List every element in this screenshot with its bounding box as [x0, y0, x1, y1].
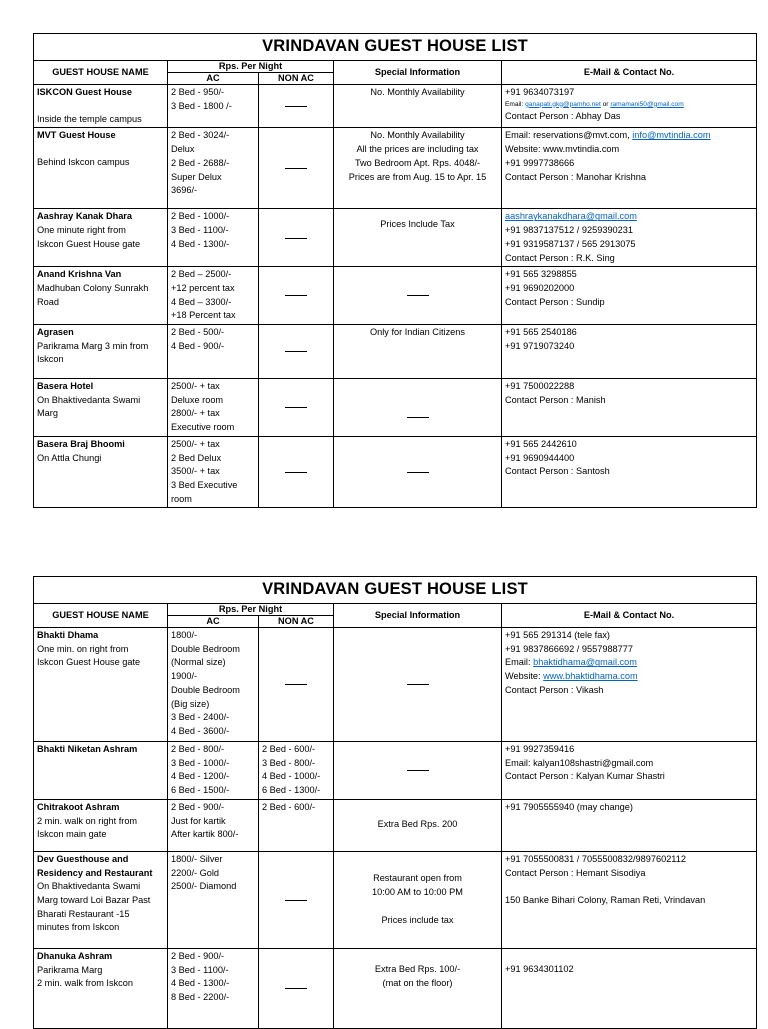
table-row: [34, 742, 757, 800]
no-value-dash: [407, 416, 429, 418]
contact-details: +91 565 291314 (tele fax) +91 9837866692 / 9557988777: [505, 630, 633, 654]
no-value-dash: [285, 294, 307, 296]
table-1: [33, 33, 757, 508]
email-label: Email:: [505, 100, 526, 108]
no-value-dash: [407, 294, 429, 296]
website-link[interactable]: www.bhaktidhama.com: [543, 671, 638, 682]
page-title: VRINDAVAN GUEST HOUSE LIST: [34, 34, 757, 61]
guest-house-name: Agrasen: [37, 327, 74, 338]
non-ac-rate: 2 Bed - 600/- 3 Bed - 800/- 4 Bed - 1000/- 6 Bed - 1300/-: [262, 744, 321, 796]
no-value-dash: [285, 987, 307, 989]
contact-details: +91 9837137512 / 9259390231 +91 9319587137 / 565 2913075 Contact Person : R.K. Sing: [505, 225, 636, 263]
guest-house-location: Inside the temple campus: [37, 113, 142, 124]
guest-house-name: Basera Hotel: [37, 381, 94, 392]
ac-rate: 2 Bed - 900/- 3 Bed - 1100/- 4 Bed - 1300/- 8 Bed - 2200/-: [171, 950, 230, 1002]
table-2: [33, 576, 757, 1029]
header-contact: E-Mail & Contact No.: [502, 61, 757, 85]
special-info: Restaurant open from 10:00 AM to 10:00 PM Prices include tax: [372, 873, 463, 925]
table-row: [34, 379, 757, 437]
contact-phone: +91 9634073197: [505, 87, 575, 97]
table-row: [34, 851, 757, 948]
ac-rate: 2 Bed - 1000/- 3 Bed - 1100/- 4 Bed - 1300/-: [171, 211, 230, 249]
no-value-dash: [285, 899, 307, 901]
email-link[interactable]: bhaktidhama@gmail.com: [533, 657, 637, 668]
ac-rate: 2500/- + tax 2 Bed Delux 3500/- + tax 3 Bed Executive room: [171, 438, 238, 504]
no-value-dash: [285, 683, 307, 685]
header-non-ac: NON AC: [259, 616, 334, 628]
email-link[interactable]: aashraykanakdhara@gmail.com: [505, 211, 637, 222]
header-ac: AC: [168, 73, 259, 85]
special-info: Prices Include Tax: [380, 219, 455, 230]
contact-details: +91 9634301102: [505, 963, 574, 974]
guest-house-location: Parikrama Marg 3 min from Iskcon: [37, 340, 149, 365]
no-value-dash: [407, 769, 429, 771]
no-value-dash: [285, 105, 307, 107]
page-title: VRINDAVAN GUEST HOUSE LIST: [34, 577, 757, 604]
table-row: [34, 628, 757, 742]
no-value-dash: [285, 471, 307, 473]
guest-house-location: 2 min. walk on right from Iskcon main gate: [37, 815, 138, 840]
guest-house-location: Parikrama Marg 2 min. walk from Iskcon: [37, 964, 133, 989]
no-value-dash: [285, 237, 307, 239]
table-row: [34, 128, 757, 209]
contact-details: +91 7500022288 Contact Person : Manish: [505, 381, 606, 405]
table-row: [34, 209, 757, 267]
guest-house-location: Madhuban Colony Sunrakh Road: [37, 282, 149, 307]
ac-rate: 2 Bed - 3024/- Delux 2 Bed - 2688/- Super Delux 3696/-: [171, 130, 230, 196]
no-value-dash: [285, 350, 307, 352]
special-info: No. Monthly Availability: [370, 87, 465, 97]
guest-house-location: Behind Iskcon campus: [37, 157, 130, 168]
table-row: [34, 799, 757, 851]
contact-person: Contact Person : Vikash: [505, 684, 604, 695]
contact-details: +91 565 2442610 +91 9690944400 Contact Person : Santosh: [505, 438, 610, 477]
ac-rate: 1800/- Silver 2200/- Gold 2500/- Diamond: [171, 853, 237, 892]
email-label: Email: reservations@mvt.com,: [505, 130, 633, 141]
no-value-dash: [407, 471, 429, 473]
email-label: Email:: [505, 657, 534, 668]
header-special: Special Information: [334, 61, 502, 85]
contact-details: Website: www.mvtindia.com +91 9997738666 Contact Person : Manohar Krishna: [505, 144, 646, 182]
special-info: Only for Indian Citizens: [370, 327, 465, 338]
ac-rate: 2500/- + tax Deluxe room 2800/- + tax Executive room: [171, 381, 235, 433]
guest-house-table-2: [33, 576, 756, 1029]
email-link[interactable]: ramamani50@gmail.com: [610, 100, 684, 108]
guest-house-location: One min. on right from Iskcon Guest House gate: [37, 643, 141, 668]
contact-details: +91 565 2540186 +91 9719073240: [505, 327, 577, 351]
guest-house-name: Aashray Kanak Dhara: [37, 211, 132, 222]
contact-details: +91 9927359416 Email: kalyan108shastri@gmail.com Contact Person : Kalyan Kumar Shastri: [505, 744, 665, 782]
ac-rate: 2 Bed - 800/- 3 Bed - 1000/- 4 Bed - 1200/- 6 Bed - 1500/-: [171, 744, 230, 796]
name-cell: [34, 85, 168, 128]
no-value-dash: [285, 406, 307, 408]
header-rate: Rps. Per Night: [168, 61, 334, 73]
guest-house-name: Bhakti Niketan Ashram: [37, 744, 138, 754]
header-name: GUEST HOUSE NAME: [34, 604, 168, 628]
special-info: Extra Bed Rps. 100/- (mat on the floor): [374, 963, 461, 988]
table-row: [34, 436, 757, 508]
table-row: [34, 85, 757, 128]
email-separator: or: [600, 100, 611, 108]
special-info: Extra Bed Rps. 200: [377, 819, 458, 830]
guest-house-table-1: [33, 33, 756, 508]
ac-rate: 2 Bed - 950/- 3 Bed - 1800 /-: [171, 87, 232, 111]
table-row: [34, 948, 757, 1028]
table-row: [34, 325, 757, 379]
no-value-dash: [285, 167, 307, 169]
guest-house-location: On Bhaktivedanta Swami Marg toward Loi Bazar Past Bharati Restaurant -15 minutes from Iskcon: [37, 881, 151, 933]
contact-details: +91 565 3298855 +91 9690202000 Contact Person : Sundip: [505, 269, 605, 307]
header-special: Special Information: [334, 604, 502, 628]
header-contact: E-Mail & Contact No.: [502, 604, 757, 628]
guest-house-name: Bhakti Dhama: [37, 630, 99, 640]
contact-details: +91 7055500831 / 7055500832/9897602112 Contact Person : Hemant Sisodiya 150 Banke Bihari Colony, Raman Reti, Vrindavan: [505, 853, 706, 905]
special-info: No. Monthly Availability All the prices are including tax Two Bedroom Apt. Rps. 4048/- Prices are from Aug. 15 to Apr. 15: [348, 130, 487, 182]
email-link[interactable]: ganapati.gkg@pamho.net: [525, 100, 601, 108]
email-link[interactable]: info@mvtindia.com: [632, 130, 711, 141]
header-non-ac: NON AC: [259, 73, 334, 85]
header-name: GUEST HOUSE NAME: [34, 61, 168, 85]
contact-details: +91 7905555940 (may change): [505, 801, 633, 812]
guest-house-name: Anand Krishna Van: [37, 269, 122, 280]
contact-person: Contact Person : Abhay Das: [505, 110, 621, 121]
guest-house-name: Dhanuka Ashram: [37, 950, 113, 961]
header-ac: AC: [168, 616, 259, 628]
table-row: [34, 267, 757, 325]
guest-house-name: Chitrakoot Ashram: [37, 801, 120, 812]
guest-house-location: On Attla Chungi: [37, 452, 102, 463]
guest-house-name: Dev Guesthouse and Residency and Restaurant: [37, 853, 153, 878]
guest-house-location: On Bhaktivedanta Swami Marg: [37, 394, 141, 419]
non-ac-rate: 2 Bed - 600/-: [262, 801, 316, 812]
website-label: Website:: [505, 671, 544, 682]
ac-rate: 1800/- Double Bedroom (Normal size) 1900/- Double Bedroom (Big size) 3 Bed - 2400/- 4 Bed - 3600/-: [171, 630, 240, 736]
contact-cell: [502, 85, 757, 128]
ac-rate: 2 Bed - 900/- Just for kartik After kartik 800/-: [171, 801, 239, 840]
guest-house-name: ISKCON Guest House: [37, 87, 132, 97]
ac-rate: 2 Bed - 500/- 4 Bed - 900/-: [171, 327, 225, 351]
no-value-dash: [407, 683, 429, 685]
guest-house-name: Basera Braj Bhoomi: [37, 438, 125, 449]
guest-house-name: MVT Guest House: [37, 130, 116, 141]
guest-house-location: One minute right from Iskcon Guest House gate: [37, 225, 141, 249]
header-rate: Rps. Per Night: [168, 604, 334, 616]
ac-rate: 2 Bed – 2500/- +12 percent tax 4 Bed – 3300/- +18 Percent tax: [171, 269, 236, 321]
